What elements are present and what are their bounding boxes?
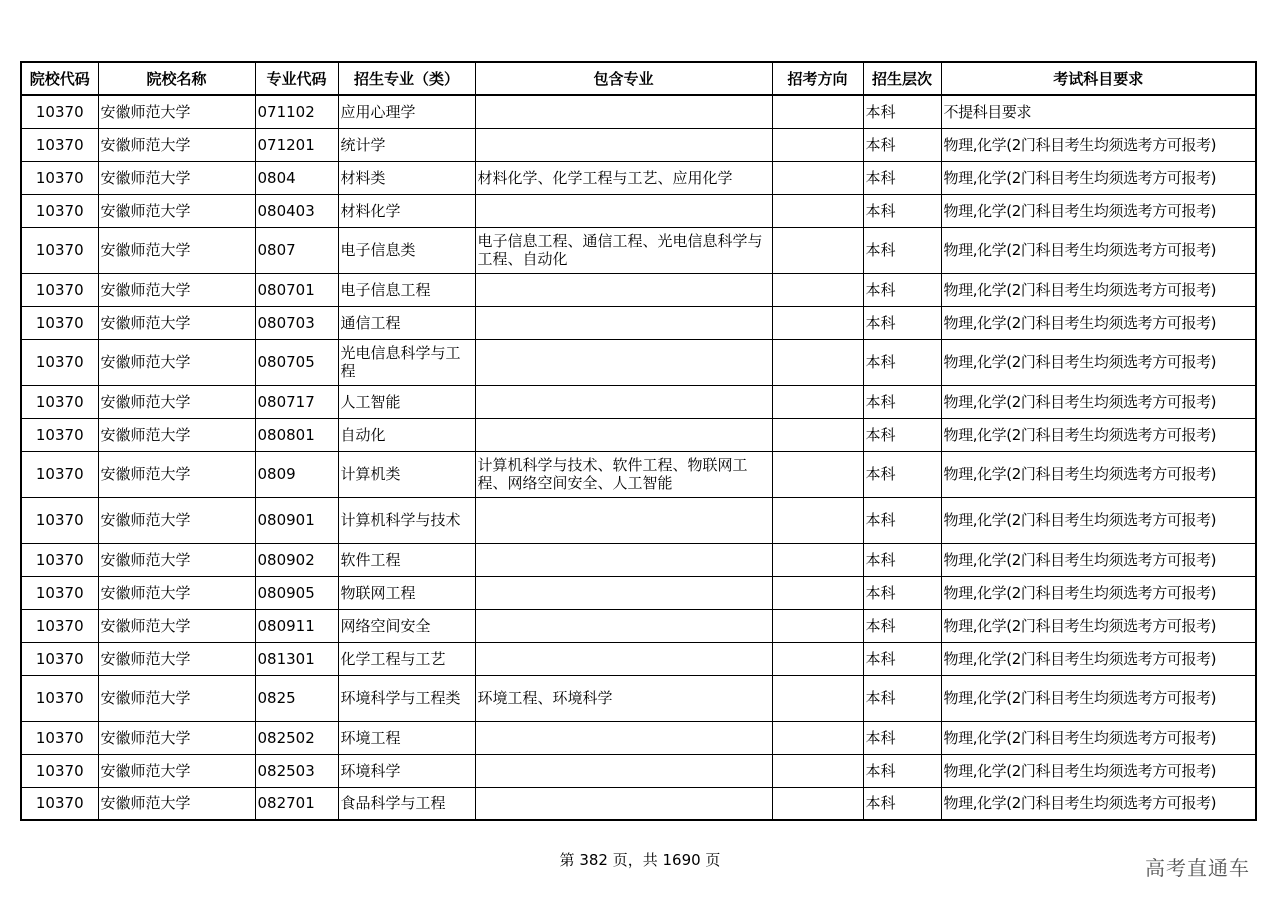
cell-level: 本科 xyxy=(863,385,941,418)
cell-major-code: 082502 xyxy=(255,721,338,754)
cell-school-name: 安徽师范大学 xyxy=(98,675,255,721)
cell-direction xyxy=(772,306,863,339)
table-row xyxy=(21,787,1256,820)
cell-school-code: 10370 xyxy=(21,227,98,273)
cell-level: 本科 xyxy=(863,194,941,227)
cell-school-code: 10370 xyxy=(21,194,98,227)
cell-level: 本科 xyxy=(863,787,941,820)
header-school-name: 院校名称 xyxy=(98,62,255,95)
cell-level: 本科 xyxy=(863,721,941,754)
cell-subject-requirement: 物理,化学(2门科目考生均须选考方可报考) xyxy=(941,576,1256,609)
table-row xyxy=(21,576,1256,609)
cell-included-majors xyxy=(475,418,772,451)
cell-major: 环境科学与工程类 xyxy=(338,675,475,721)
cell-subject-requirement: 物理,化学(2门科目考生均须选考方可报考) xyxy=(941,754,1256,787)
cell-included-majors xyxy=(475,721,772,754)
cell-included-majors xyxy=(475,754,772,787)
header-row xyxy=(21,62,1256,95)
cell-level: 本科 xyxy=(863,306,941,339)
cell-subject-requirement: 物理,化学(2门科目考生均须选考方可报考) xyxy=(941,161,1256,194)
cell-major: 物联网工程 xyxy=(338,576,475,609)
cell-major-code: 071102 xyxy=(255,95,338,128)
table-row xyxy=(21,273,1256,306)
cell-school-code: 10370 xyxy=(21,418,98,451)
page-number: 第 382 页，共 1690 页 xyxy=(559,851,721,869)
cell-subject-requirement: 物理,化学(2门科目考生均须选考方可报考) xyxy=(941,543,1256,576)
cell-level: 本科 xyxy=(863,339,941,385)
cell-school-code: 10370 xyxy=(21,306,98,339)
cell-direction xyxy=(772,543,863,576)
cell-level: 本科 xyxy=(863,576,941,609)
cell-school-name: 安徽师范大学 xyxy=(98,754,255,787)
cell-level: 本科 xyxy=(863,609,941,642)
cell-included-majors xyxy=(475,576,772,609)
cell-school-name: 安徽师范大学 xyxy=(98,385,255,418)
cell-level: 本科 xyxy=(863,642,941,675)
cell-subject-requirement: 物理,化学(2门科目考生均须选考方可报考) xyxy=(941,451,1256,497)
table-row xyxy=(21,339,1256,385)
cell-school-name: 安徽师范大学 xyxy=(98,787,255,820)
cell-major: 食品科学与工程 xyxy=(338,787,475,820)
cell-school-name: 安徽师范大学 xyxy=(98,576,255,609)
cell-school-name: 安徽师范大学 xyxy=(98,418,255,451)
cell-major-code: 080901 xyxy=(255,497,338,543)
cell-major-code: 080403 xyxy=(255,194,338,227)
cell-major: 环境工程 xyxy=(338,721,475,754)
cell-direction xyxy=(772,273,863,306)
cell-subject-requirement: 物理,化学(2门科目考生均须选考方可报考) xyxy=(941,385,1256,418)
cell-major-code: 080801 xyxy=(255,418,338,451)
cell-included-majors: 电子信息工程、通信工程、光电信息科学与工程、自动化 xyxy=(475,227,772,273)
cell-included-majors xyxy=(475,339,772,385)
cell-school-code: 10370 xyxy=(21,161,98,194)
cell-subject-requirement: 物理,化学(2门科目考生均须选考方可报考) xyxy=(941,194,1256,227)
cell-level: 本科 xyxy=(863,227,941,273)
header-major-code: 专业代码 xyxy=(255,62,338,95)
cell-included-majors xyxy=(475,194,772,227)
cell-major-code: 0809 xyxy=(255,451,338,497)
cell-school-name: 安徽师范大学 xyxy=(98,451,255,497)
cell-included-majors: 环境工程、环境科学 xyxy=(475,675,772,721)
cell-major: 环境科学 xyxy=(338,754,475,787)
cell-subject-requirement: 不提科目要求 xyxy=(941,95,1256,128)
cell-included-majors xyxy=(475,306,772,339)
table-row xyxy=(21,543,1256,576)
cell-major-code: 0804 xyxy=(255,161,338,194)
cell-subject-requirement: 物理,化学(2门科目考生均须选考方可报考) xyxy=(941,339,1256,385)
cell-major-code: 0825 xyxy=(255,675,338,721)
cell-school-code: 10370 xyxy=(21,576,98,609)
cell-direction xyxy=(772,227,863,273)
cell-included-majors xyxy=(475,497,772,543)
cell-school-code: 10370 xyxy=(21,128,98,161)
cell-major-code: 080701 xyxy=(255,273,338,306)
header-major: 招生专业（类） xyxy=(338,62,475,95)
cell-major-code: 0807 xyxy=(255,227,338,273)
cell-direction xyxy=(772,95,863,128)
cell-subject-requirement: 物理,化学(2门科目考生均须选考方可报考) xyxy=(941,721,1256,754)
cell-major: 人工智能 xyxy=(338,385,475,418)
cell-major: 化学工程与工艺 xyxy=(338,642,475,675)
cell-direction xyxy=(772,754,863,787)
cell-included-majors xyxy=(475,642,772,675)
cell-major: 计算机类 xyxy=(338,451,475,497)
cell-school-name: 安徽师范大学 xyxy=(98,128,255,161)
cell-major: 材料类 xyxy=(338,161,475,194)
cell-subject-requirement: 物理,化学(2门科目考生均须选考方可报考) xyxy=(941,675,1256,721)
cell-major: 计算机科学与技术 xyxy=(338,497,475,543)
cell-direction xyxy=(772,339,863,385)
cell-school-code: 10370 xyxy=(21,721,98,754)
cell-level: 本科 xyxy=(863,754,941,787)
cell-subject-requirement: 物理,化学(2门科目考生均须选考方可报考) xyxy=(941,273,1256,306)
cell-included-majors xyxy=(475,543,772,576)
cell-school-name: 安徽师范大学 xyxy=(98,161,255,194)
cell-school-code: 10370 xyxy=(21,95,98,128)
cell-major-code: 080911 xyxy=(255,609,338,642)
cell-school-name: 安徽师范大学 xyxy=(98,194,255,227)
cell-school-name: 安徽师范大学 xyxy=(98,642,255,675)
cell-school-code: 10370 xyxy=(21,273,98,306)
table-row xyxy=(21,385,1256,418)
table-row xyxy=(21,451,1256,497)
cell-direction xyxy=(772,576,863,609)
cell-major: 电子信息工程 xyxy=(338,273,475,306)
admission-table xyxy=(20,61,1257,821)
cell-included-majors xyxy=(475,609,772,642)
cell-school-name: 安徽师范大学 xyxy=(98,497,255,543)
cell-direction xyxy=(772,451,863,497)
table-row xyxy=(21,306,1256,339)
cell-school-code: 10370 xyxy=(21,543,98,576)
cell-major: 应用心理学 xyxy=(338,95,475,128)
cell-major: 软件工程 xyxy=(338,543,475,576)
cell-subject-requirement: 物理,化学(2门科目考生均须选考方可报考) xyxy=(941,497,1256,543)
cell-level: 本科 xyxy=(863,418,941,451)
cell-school-name: 安徽师范大学 xyxy=(98,339,255,385)
table-row xyxy=(21,642,1256,675)
table-row xyxy=(21,95,1256,128)
cell-school-name: 安徽师范大学 xyxy=(98,227,255,273)
cell-major-code: 080902 xyxy=(255,543,338,576)
cell-direction xyxy=(772,194,863,227)
cell-level: 本科 xyxy=(863,543,941,576)
cell-school-code: 10370 xyxy=(21,642,98,675)
table-row xyxy=(21,609,1256,642)
table-row xyxy=(21,754,1256,787)
cell-school-name: 安徽师范大学 xyxy=(98,543,255,576)
table-row xyxy=(21,497,1256,543)
cell-direction xyxy=(772,418,863,451)
cell-direction xyxy=(772,787,863,820)
table-row xyxy=(21,227,1256,273)
cell-subject-requirement: 物理,化学(2门科目考生均须选考方可报考) xyxy=(941,306,1256,339)
header-included-majors: 包含专业 xyxy=(475,62,772,95)
header-subject-requirement: 考试科目要求 xyxy=(941,62,1256,95)
cell-school-code: 10370 xyxy=(21,451,98,497)
table-row xyxy=(21,721,1256,754)
cell-subject-requirement: 物理,化学(2门科目考生均须选考方可报考) xyxy=(941,418,1256,451)
cell-included-majors xyxy=(475,273,772,306)
table-row xyxy=(21,418,1256,451)
cell-included-majors xyxy=(475,385,772,418)
cell-subject-requirement: 物理,化学(2门科目考生均须选考方可报考) xyxy=(941,787,1256,820)
cell-direction xyxy=(772,161,863,194)
table-row xyxy=(21,128,1256,161)
cell-subject-requirement: 物理,化学(2门科目考生均须选考方可报考) xyxy=(941,227,1256,273)
cell-direction xyxy=(772,642,863,675)
cell-major-code: 080705 xyxy=(255,339,338,385)
cell-major-code: 080703 xyxy=(255,306,338,339)
cell-school-name: 安徽师范大学 xyxy=(98,95,255,128)
cell-major-code: 082503 xyxy=(255,754,338,787)
cell-major-code: 082701 xyxy=(255,787,338,820)
cell-school-code: 10370 xyxy=(21,609,98,642)
cell-direction xyxy=(772,128,863,161)
cell-major: 自动化 xyxy=(338,418,475,451)
cell-school-code: 10370 xyxy=(21,385,98,418)
cell-level: 本科 xyxy=(863,273,941,306)
cell-included-majors xyxy=(475,128,772,161)
cell-school-name: 安徽师范大学 xyxy=(98,273,255,306)
cell-level: 本科 xyxy=(863,451,941,497)
header-level: 招生层次 xyxy=(863,62,941,95)
watermark-text: 高考直通车 xyxy=(1145,856,1250,880)
cell-included-majors xyxy=(475,95,772,128)
cell-direction xyxy=(772,609,863,642)
cell-major: 网络空间安全 xyxy=(338,609,475,642)
cell-subject-requirement: 物理,化学(2门科目考生均须选考方可报考) xyxy=(941,642,1256,675)
cell-level: 本科 xyxy=(863,497,941,543)
cell-school-code: 10370 xyxy=(21,787,98,820)
cell-major: 统计学 xyxy=(338,128,475,161)
cell-subject-requirement: 物理,化学(2门科目考生均须选考方可报考) xyxy=(941,128,1256,161)
cell-direction xyxy=(772,497,863,543)
header-school-code: 院校代码 xyxy=(21,62,98,95)
cell-major: 电子信息类 xyxy=(338,227,475,273)
cell-school-name: 安徽师范大学 xyxy=(98,609,255,642)
cell-included-majors xyxy=(475,787,772,820)
cell-major: 材料化学 xyxy=(338,194,475,227)
cell-direction xyxy=(772,385,863,418)
cell-major-code: 080905 xyxy=(255,576,338,609)
cell-school-code: 10370 xyxy=(21,497,98,543)
cell-major-code: 071201 xyxy=(255,128,338,161)
table-row xyxy=(21,194,1256,227)
cell-level: 本科 xyxy=(863,161,941,194)
header-direction: 招考方向 xyxy=(772,62,863,95)
cell-included-majors: 计算机科学与技术、软件工程、物联网工程、网络空间安全、人工智能 xyxy=(475,451,772,497)
cell-major-code: 080717 xyxy=(255,385,338,418)
table-row xyxy=(21,675,1256,721)
cell-level: 本科 xyxy=(863,128,941,161)
cell-school-code: 10370 xyxy=(21,754,98,787)
table-row xyxy=(21,161,1256,194)
cell-direction xyxy=(772,721,863,754)
cell-major: 通信工程 xyxy=(338,306,475,339)
cell-included-majors: 材料化学、化学工程与工艺、应用化学 xyxy=(475,161,772,194)
cell-school-name: 安徽师范大学 xyxy=(98,721,255,754)
cell-school-code: 10370 xyxy=(21,339,98,385)
cell-level: 本科 xyxy=(863,675,941,721)
cell-direction xyxy=(772,675,863,721)
cell-major: 光电信息科学与工程 xyxy=(338,339,475,385)
cell-school-code: 10370 xyxy=(21,675,98,721)
cell-subject-requirement: 物理,化学(2门科目考生均须选考方可报考) xyxy=(941,609,1256,642)
cell-school-name: 安徽师范大学 xyxy=(98,306,255,339)
cell-level: 本科 xyxy=(863,95,941,128)
cell-major-code: 081301 xyxy=(255,642,338,675)
